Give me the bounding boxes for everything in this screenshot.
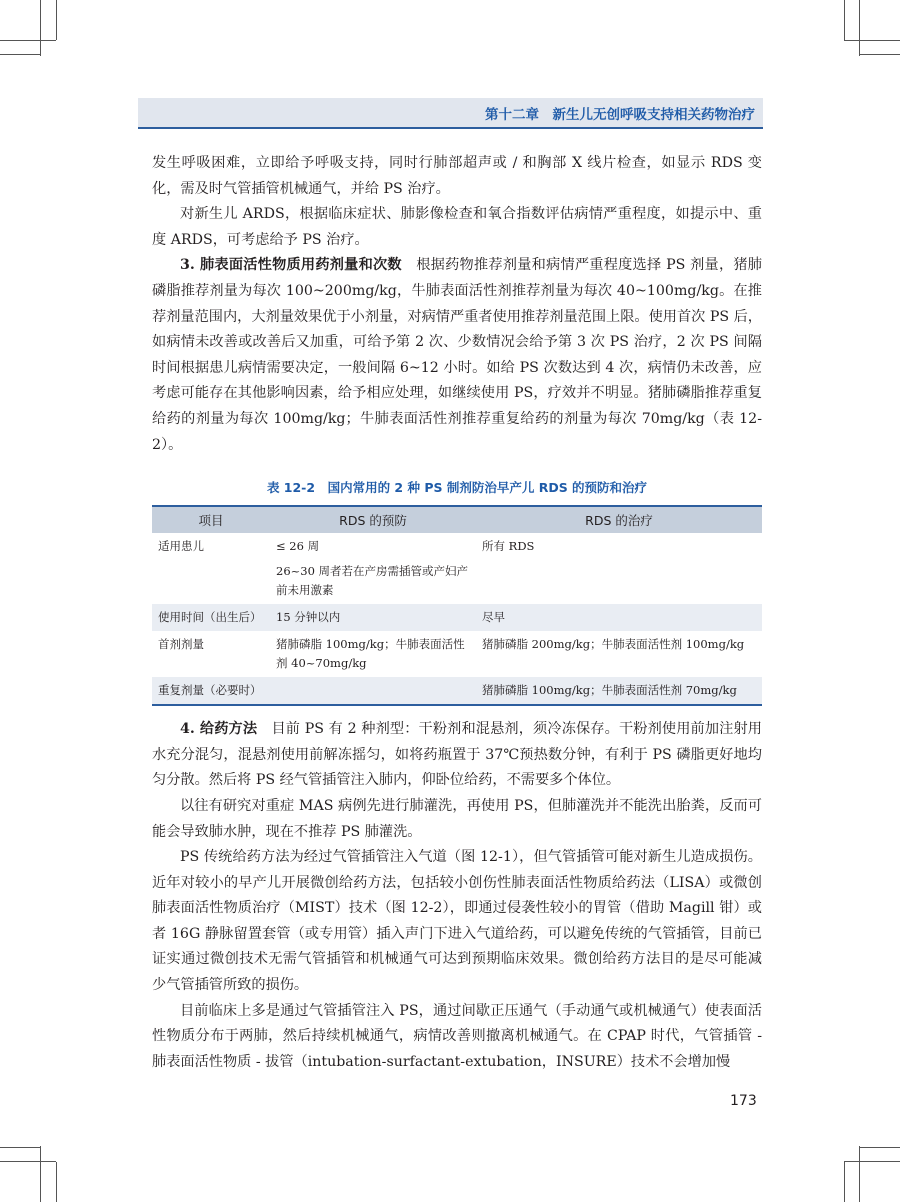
cell-text: 猪肺磷脂 100mg/kg；牛肺表面活性剂 40~70mg/kg xyxy=(276,637,465,671)
cell-text: 猪肺磷脂 200mg/kg；牛肺表面活性剂 100mg/kg xyxy=(482,637,745,652)
crop-mark xyxy=(844,0,845,40)
paragraph xyxy=(152,717,762,794)
row-label: 重复剂量（必要时） xyxy=(152,677,270,705)
crop-mark xyxy=(40,0,41,56)
column-header: RDS 的治疗 xyxy=(476,506,762,533)
crop-mark xyxy=(860,54,900,55)
paragraph-text: 对新生儿 ARDS，根据临床症状、肺影像检查和氧合指数评估病情严重程度，如提示中、重度 ARDS，可考虑给予 PS 治疗。 xyxy=(152,206,762,248)
crop-mark xyxy=(844,1161,900,1162)
crop-mark xyxy=(56,1162,57,1202)
cell-text: 尽早 xyxy=(482,610,505,625)
paragraph xyxy=(152,253,762,458)
prevention-cell xyxy=(270,677,476,705)
table-row xyxy=(152,604,762,631)
table-row xyxy=(152,677,762,705)
treatment-cell xyxy=(476,604,762,631)
paragraph-text: 以往有研究对重症 MAS 病例先进行肺灌洗，再使用 PS，但肺灌洗并不能洗出胎粪，反而可能会导致肺水肿，现在不推荐 PS 肺灌洗。 xyxy=(152,797,762,840)
section-heading: 3. 肺表面活性物质用药剂量和次数 xyxy=(180,257,402,274)
page-number: 173 xyxy=(730,1093,757,1109)
crop-mark xyxy=(56,0,57,40)
crop-mark xyxy=(844,40,900,41)
prevention-cell xyxy=(270,631,476,677)
running-header xyxy=(138,98,763,129)
cell-text: 猪肺磷脂 100mg/kg；牛肺表面活性剂 70mg/kg xyxy=(482,683,737,698)
treatment-cell xyxy=(476,631,762,677)
section-heading: 4. 给药方法 xyxy=(180,721,258,738)
cell-text: 所有 RDS xyxy=(482,539,535,554)
treatment-cell xyxy=(476,677,762,705)
prevention-cell xyxy=(270,533,476,604)
chapter-title: 第十二章 新生儿无创呼吸支持相关药物治疗 xyxy=(485,107,755,123)
cell-text: 26~30 周者若在产房需插管或产妇产前未用激素 xyxy=(276,564,469,598)
crop-mark xyxy=(40,1146,41,1202)
prevention-cell xyxy=(270,604,476,631)
column-header: RDS 的预防 xyxy=(270,506,476,533)
dosage-table xyxy=(152,505,762,706)
row-label: 使用时间（出生后） xyxy=(152,604,270,631)
crop-mark xyxy=(0,54,40,55)
crop-mark xyxy=(859,1146,860,1202)
table-row xyxy=(152,533,762,604)
paragraph-text: 发生呼吸困难，立即给予呼吸支持，同时行肺部超声或 / 和胸部 X 线片检查，如显示 RDS 变化，需及时气管插管机械通气，并给 PS 治疗。 xyxy=(152,155,762,197)
crop-mark xyxy=(860,1147,900,1148)
cell-text: 15 分钟以内 xyxy=(276,610,341,625)
crop-mark xyxy=(859,0,860,56)
table-row xyxy=(152,631,762,677)
row-label: 首剂剂量 xyxy=(158,637,204,652)
paragraph xyxy=(152,151,762,202)
paragraph xyxy=(152,999,762,1076)
treatment-cell xyxy=(476,533,762,604)
paragraph xyxy=(152,202,762,253)
table-header-row xyxy=(152,506,762,533)
table-caption: 表 12-2 国内常用的 2 种 PS 制剂防治早产儿 RDS 的预防和治疗 xyxy=(266,480,648,496)
crop-mark xyxy=(0,1147,40,1148)
crop-mark xyxy=(0,1161,56,1162)
page-body xyxy=(152,151,762,1075)
cell-text: ≤ 26 周 xyxy=(276,539,320,554)
row-label: 适用患儿 xyxy=(158,539,204,554)
column-header: 项目 xyxy=(152,506,270,533)
paragraph xyxy=(152,794,762,845)
paragraph-text: 目前 PS 有 2 种剂型：干粉剂和混悬剂，须冷冻保存。干粉剂使用前加注射用水充分混匀，混悬剂使用前解冻摇匀，如将药瓶置于 37℃预热数分钟，有利于 PS 磷脂更好地均匀分散。然后将 PS 经气管插管注入肺内，仰卧位给药，不需要多个体位。 xyxy=(152,721,762,789)
crop-mark xyxy=(844,1162,845,1202)
paragraph-text: PS 传统给药方法为经过气管插管注入气道（图 12-1），但气管插管可能对新生儿造成损伤。近年对较小的早产儿开展微创给药方法，包括较小创伤性肺表面活性物质给药法（LISA）或微创肺表面活性物质治疗（MIST）技术（图 12-2），即通过侵袭性较小的胃管（借助 Magill 钳）或者 16G 静脉留置套管（或专用管）插入声门下进入气道给药，可以避免传统的气管插管，目前已证实通过微创技术无需气管插管和机械通气可达到预期临床效果。微创给药方法目的是尽可能减少气管插管所致的损伤。 xyxy=(152,849,762,994)
paragraph-text: 根据药物推荐剂量和病情严重程度选择 PS 剂量，猪肺磷脂推荐剂量为每次 100~200mg/kg，牛肺表面活性剂推荐剂量为每次 40~100mg/kg。在推荐剂量范围内，大剂量效果优于小剂量，对病情严重者使用推荐剂量范围上限。使用首次 PS 后，如病情未改善或改善后又加重，可给予第 2 次、少数情况会给予第 3 次 PS 治疗，2 次 PS 间隔时间根据患儿病情需要决定，一般间隔 6~12 小时。如给 PS 次数达到 4 次，病情仍未改善，应考虑可能存在其他影响因素，给予相应处理，如继续使用 PS，疗效并不明显。猪肺磷脂推荐重复给药的剂量为每次 100mg/kg；牛肺表面活性剂推荐重复给药的剂量为每次 70mg/kg（表 12-2）。 xyxy=(152,257,762,453)
paragraph xyxy=(152,845,762,999)
crop-mark xyxy=(0,40,56,41)
paragraph-text: 目前临床上多是通过气管插管注入 PS，通过间歇正压通气（手动通气或机械通气）使表面活性物质分布于两肺，然后持续机械通气，病情改善则撤离机械通气。在 CPAP 时代，气管插管 - 肺表面活性物质 - 拔管（intubation-surfactant-extubation，INSURE）技术不会增加慢 xyxy=(152,1002,762,1070)
